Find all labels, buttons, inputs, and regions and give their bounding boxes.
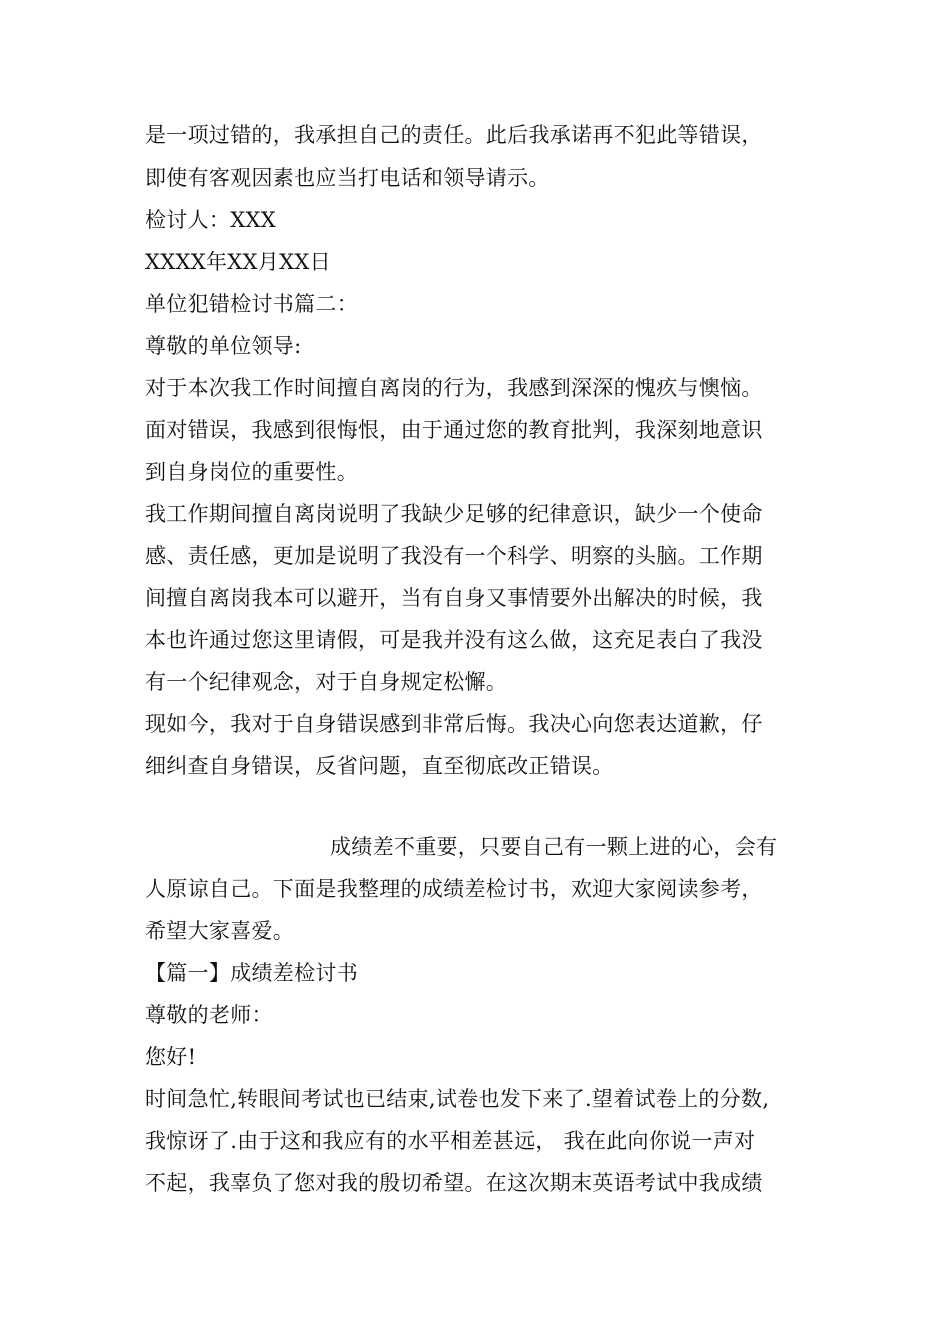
text-line: 成绩差不重要，只要自己有一颗上进的心，会有: [330, 835, 778, 859]
text-line: 不起，我辜负了您对我的殷切希望。在这次期末英语考试中我成绩: [145, 1171, 763, 1195]
section-heading: 【篇一】成绩差检讨书: [145, 961, 358, 985]
text-line: 人原谅自己。下面是我整理的成绩差检讨书，欢迎大家阅读参考，: [145, 877, 763, 901]
text-line: 现如今，我对于自身错误感到非常后悔。我决心向您表达道歉，仔: [145, 712, 763, 736]
text-line: 到自身岗位的重要性。: [145, 460, 358, 484]
greeting: 您好!: [145, 1045, 197, 1069]
text-line: 本也许通过您这里请假，可是我并没有这么做，这充足表白了我没: [145, 628, 763, 652]
section-heading: 单位犯错检讨书篇二：: [145, 292, 358, 316]
text-line: 有一个纪律观念，对于自身规定松懈。: [145, 670, 508, 694]
text-line: 面对错误，我感到很悔恨，由于通过您的教育批判，我深刻地意识: [145, 418, 763, 442]
salutation: 尊敬的单位领导:: [145, 334, 302, 358]
text-line: 细纠查自身错误，反省问题，直至彻底改正错误。: [145, 754, 614, 778]
date-line: XXXX年XX月XX日: [145, 250, 331, 274]
salutation: 尊敬的老师：: [145, 1003, 273, 1027]
text-line: 时间急忙,转眼间考试也已结束,试卷也发下来了.望着试卷上的分数,: [145, 1087, 770, 1111]
text-line: 即使有客观因素也应当打电话和领导请示。: [145, 166, 550, 190]
text-line: 希望大家喜爱。: [145, 919, 295, 943]
text-line: 间擅自离岗我本可以避开，当有自身又事情要外出解决的时候，我: [145, 586, 763, 610]
text-line: 感、责任感，更加是说明了我没有一个科学、明察的头脑。工作期: [145, 544, 763, 568]
text-line: 对于本次我工作时间擅自离岗的行为，我感到深深的愧疚与懊恼。: [145, 376, 763, 400]
text-line: 是一项过错的，我承担自己的责任。此后我承诺再不犯此等错误，: [145, 123, 763, 147]
text-line: 我惊讶了.由于这和我应有的水平相差甚远， 我在此向你说一声对: [145, 1129, 756, 1153]
signer-line: 检讨人：XXX: [145, 208, 276, 232]
text-line: 我工作期间擅自离岗说明了我缺少足够的纪律意识，缺少一个使命: [145, 502, 763, 526]
